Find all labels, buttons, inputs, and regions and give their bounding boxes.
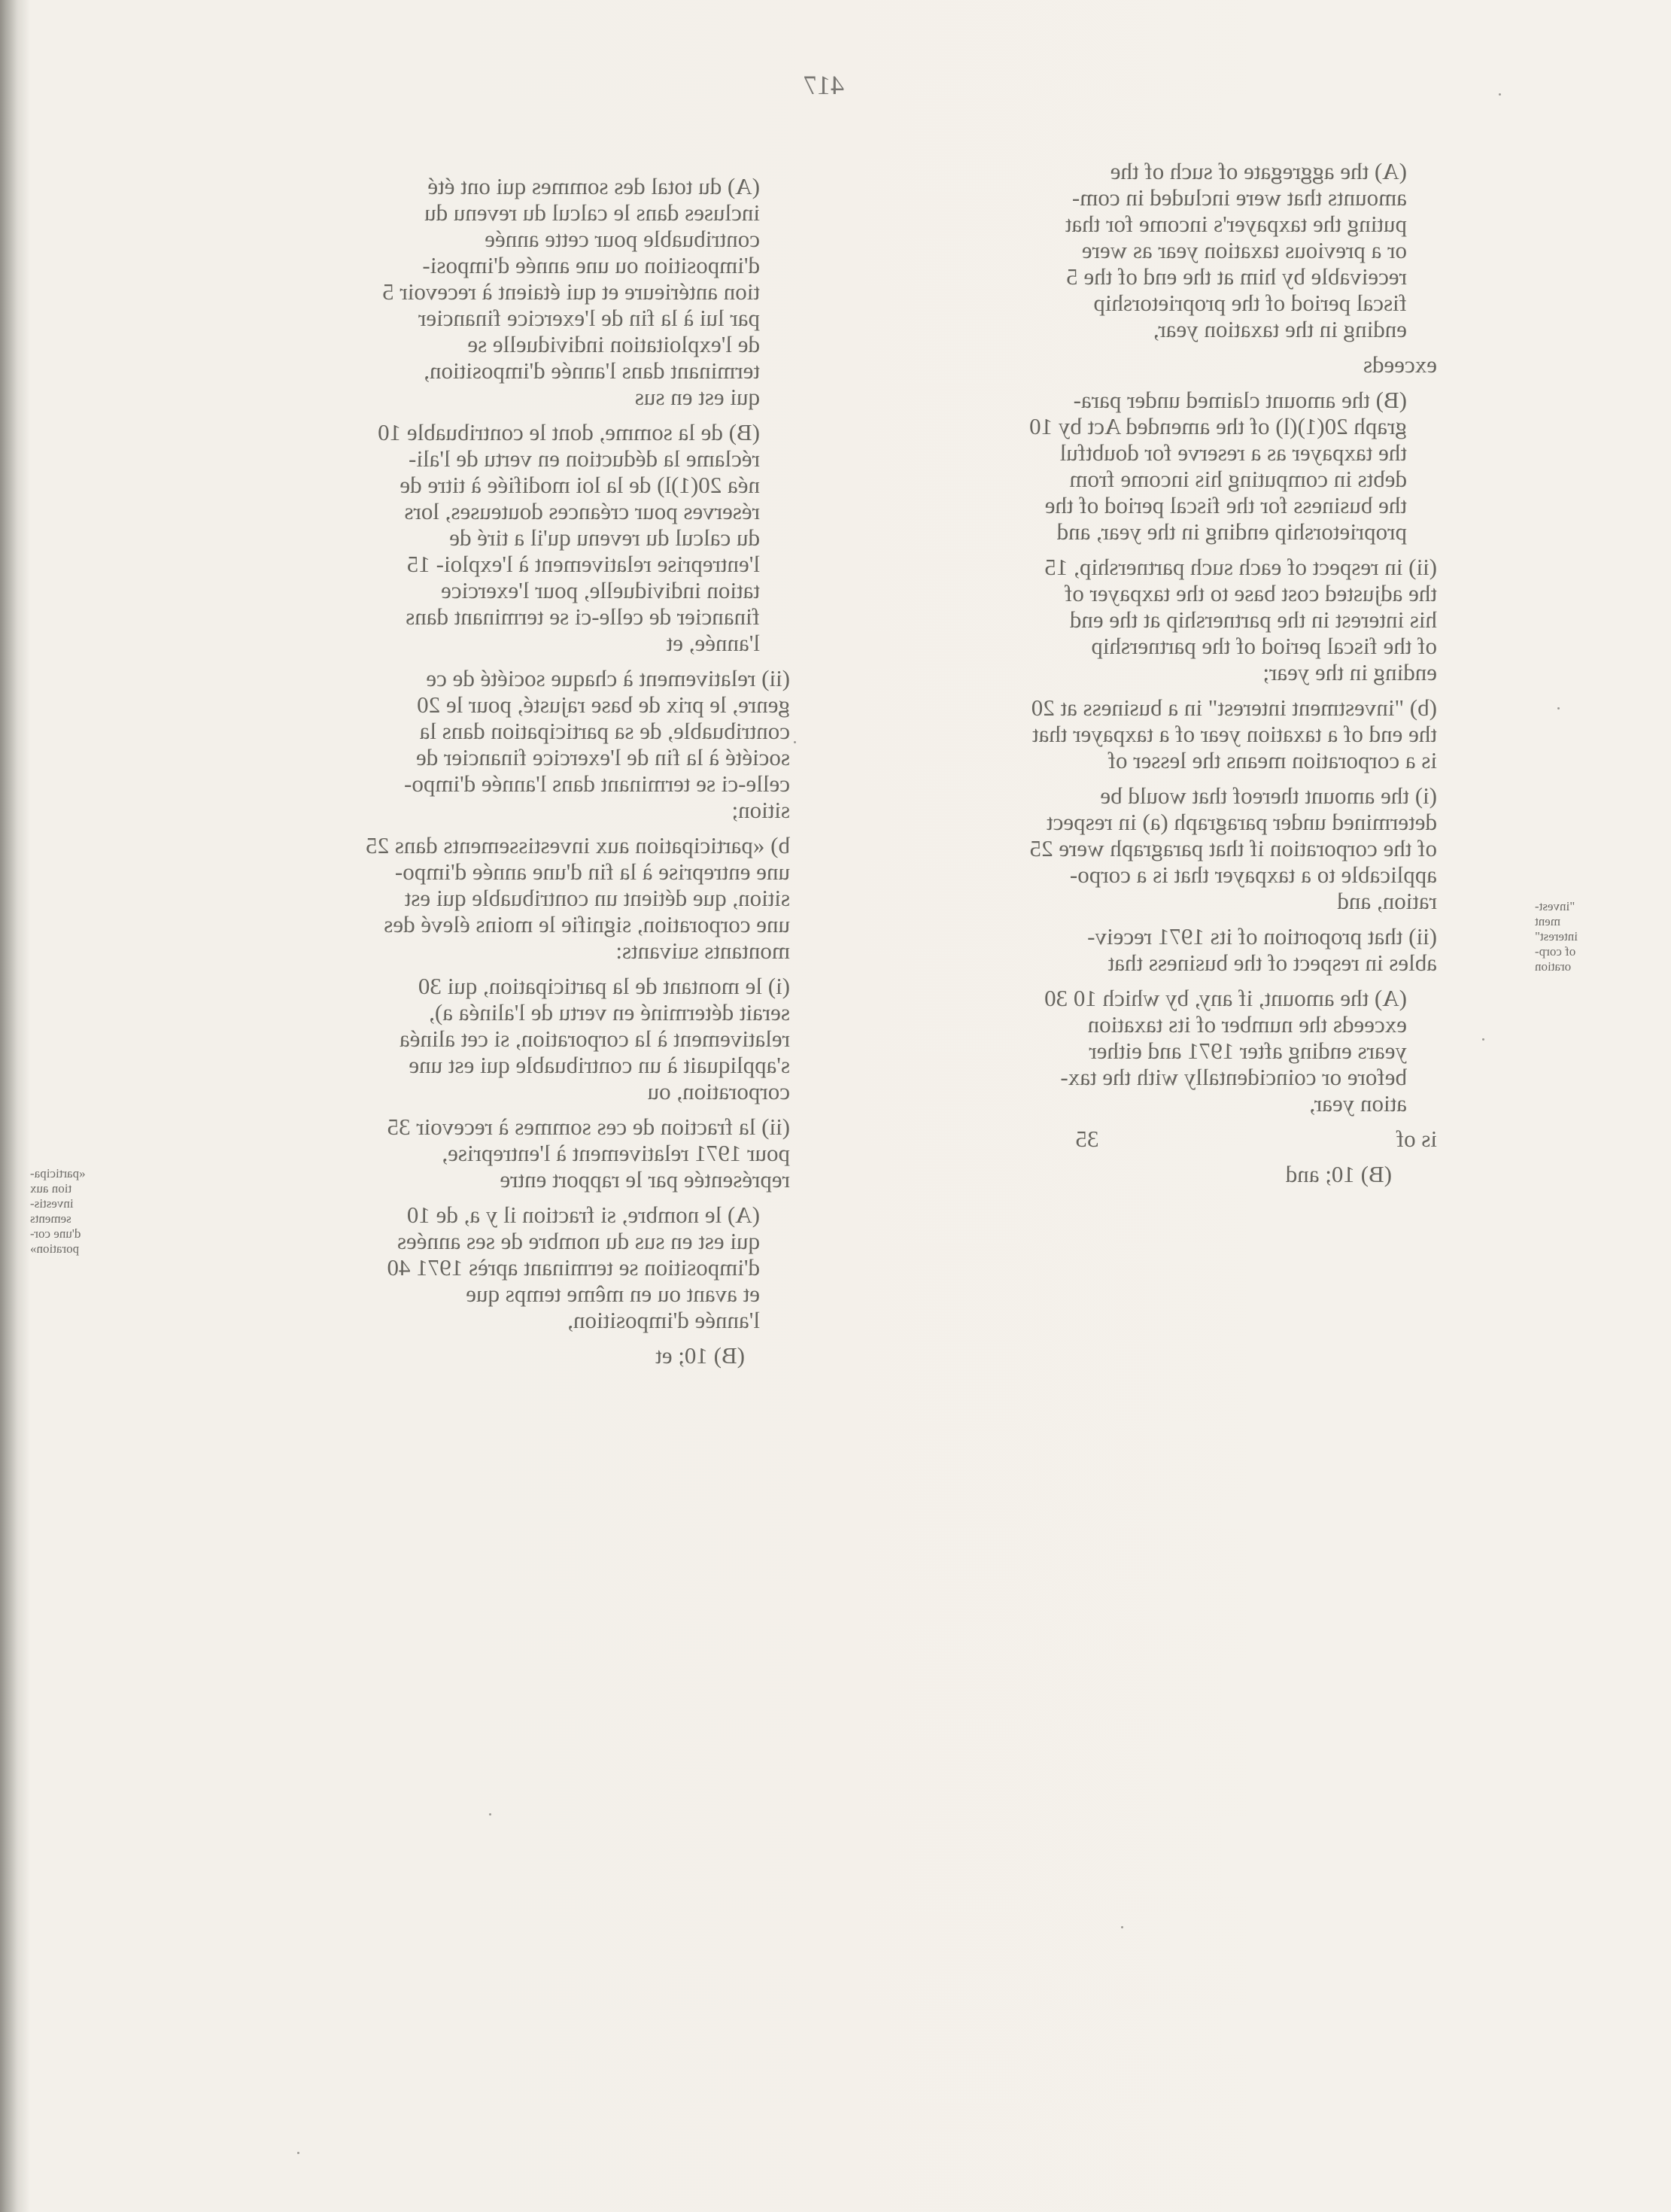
english-exceeds: exceeds <box>1363 351 1437 378</box>
french-para-b: (B) de la somme, dont le contribuable 10 réclame la déduction en vertu de l'ali- néa 20(1)l) de la loi modifiée à titre de réserves pour créances douteuses, lors du calcul du revenu qu'il a tiré de l'entreprise relativement à l'exploi- 15 tation individuelle, pour l'exercice financier de celle-ci se terminant dans l'année, et <box>378 419 760 656</box>
page-number: 417 <box>804 70 844 100</box>
french-para-b-ii-a: (A) le nombre, si fraction il y a, de 10 qui est en sus du nombre de ses années d'imposition se terminant après 1971 40 et avant ou en même temps que l'année d'imposition, <box>387 1202 760 1333</box>
scan-speck <box>1482 1038 1484 1041</box>
french-column <box>188 173 790 1378</box>
english-is-of: is of 35 <box>1075 1126 1437 1152</box>
english-column <box>835 158 1437 1196</box>
scan-speck <box>489 1813 491 1815</box>
english-para-a: (A) the aggregate of such of the amounts that were included in com- puting the taxpayer's income for that or a previous taxation year as were receivable by him at the end of the 5 fiscal period of the proprietorship ending in the taxation year, <box>1065 158 1407 342</box>
french-para-b-def: b) «participation aux investissements dans 25 une entreprise à la fin d'une année d'impo- sition, que détient un contribuable qui est une corporation, signifie le moins élevé des montants suivants: <box>366 832 790 964</box>
english-para-b-def: (b) "investment interest" in a business at 20 the end of a taxation year of a taxpayer that is a corporation means the lesser of <box>1031 694 1437 773</box>
scan-speck <box>297 2152 299 2154</box>
french-para-a: (A) du total des sommes qui ont été incluses dans le calcul du revenu du contribuable pour cette année d'imposition ou une année d'imposi- tion antérieure et qui étaient à recevoir 5 par lui à la fin de l'exercice financier de l'exploitation individuelle se terminant dans l'année d'imposition, qui est en sus <box>382 173 760 410</box>
binding-shadow <box>0 0 30 2212</box>
french-para-ii: (ii) relativement à chaque société de ce genre, le prix de base rajusté, pour le 20 contribuable, de sa participation dans la société à la fin de l'exercice financier de celle-ci se terminant dans l'année d'impo- sition; <box>404 665 790 823</box>
scan-speck <box>1557 707 1560 709</box>
english-para-b-ii-a: (A) the amount, if any, by which 10 30 exceeds the number of its taxation years ending after 1971 and either before or coincidentally with the tax- ation year, <box>1044 985 1407 1117</box>
english-para-b: (B) the amount claimed under para- graph 20(1)(l) of the amended Act by 10 the taxpayer as a reserve for doubtful debts in computing his income from the business for the fiscal period of the proprietorship ending in the year, and <box>1029 387 1407 545</box>
english-para-b-ii-b: (B) 10; and <box>1285 1161 1392 1187</box>
french-para-b-i: (i) le montant de la participation, qui 30 serait déterminé en vertu de l'alinéa a), relativement à la corporation, si cet alinéa s'appliquait à un contribuable qui est une corporation, ou <box>399 973 790 1104</box>
english-para-b-i: (i) the amount thereof that would be determined under paragraph (a) in respect of the corporation if that paragraph were 25 applicable to a taxpayer that is a corpo- ration, and <box>1029 782 1437 914</box>
french-para-b-ii: (ii) la fraction de ces sommes à recevoir 35 pour 1971 relativement à l'entreprise, représentée par le rapport entre <box>387 1114 790 1193</box>
english-para-b-ii: (ii) that proportion of its 1971 receiv- ables in respect of the business that <box>1087 923 1437 976</box>
scan-speck <box>794 741 796 743</box>
english-para-ii: (ii) in respect of each such partnership, 15 the adjusted cost base to the taxpayer of his interest in the partnership at the end of the fiscal period of the partnership ending in the year; <box>1044 554 1437 685</box>
marginal-note-french: «participa- tion aux investis- sements d'une cor- poration» <box>30 1166 86 1256</box>
french-para-b-ii-b: (B) 10; et <box>655 1342 745 1369</box>
scan-speck <box>1121 1926 1123 1928</box>
scan-speck <box>1499 93 1501 96</box>
marginal-note-english: "invest- ment interest" of corp- oration <box>1535 899 1578 974</box>
